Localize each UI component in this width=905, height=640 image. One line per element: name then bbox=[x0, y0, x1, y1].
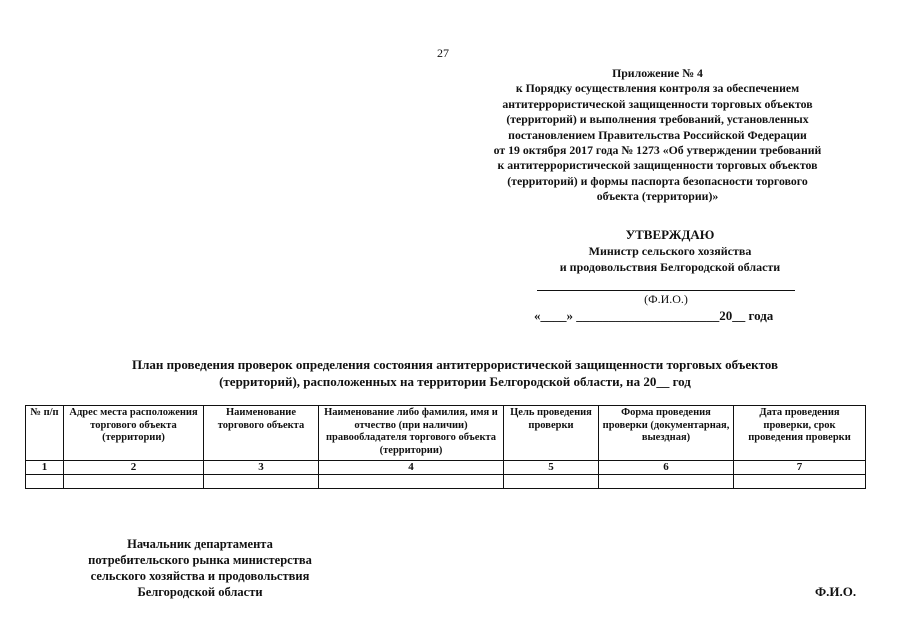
table-row bbox=[26, 461, 866, 475]
column-number-cell: 1 bbox=[26, 461, 64, 475]
appendix-line: (территорий) и формы паспорта безопасности торгового bbox=[507, 173, 808, 188]
appendix-line: к антитеррористической защищенности торговых объектов bbox=[497, 158, 818, 173]
table-row bbox=[26, 475, 866, 489]
appendix-line: от 19 октября 2017 года № 1273 «Об утверждении требований bbox=[493, 143, 822, 158]
table-cell bbox=[26, 475, 64, 489]
approval-position-line: Министр сельского хозяйства bbox=[588, 244, 752, 258]
column-header-purpose: Цель проведения проверки bbox=[504, 406, 599, 461]
approval-block bbox=[520, 226, 820, 275]
column-header-address: Адрес места расположения торгового объекта (территории) bbox=[64, 406, 204, 461]
column-header-date: Дата проведения проверки, срок проведения проверки bbox=[734, 406, 866, 461]
signatory-line: сельского хозяйства и продовольствия bbox=[90, 569, 310, 583]
plan-title bbox=[60, 356, 850, 390]
table-cell bbox=[319, 475, 504, 489]
table-cell bbox=[734, 475, 866, 489]
column-number-cell: 7 bbox=[734, 461, 866, 475]
column-number-cell: 6 bbox=[599, 461, 734, 475]
table-cell bbox=[204, 475, 319, 489]
approval-date-line: «____» ______________________20__ года bbox=[534, 308, 774, 323]
table-header-row bbox=[26, 406, 866, 461]
plan-title-line: План проведения проверок определения состояния антитеррористической защищенности торговых объектов bbox=[131, 357, 779, 372]
appendix-line: к Порядку осуществления контроля за обеспечением bbox=[515, 81, 800, 96]
signatory-line: Белгородской области bbox=[137, 585, 263, 599]
column-header-owner: Наименование либо фамилия, имя и отчество (при наличии) правообладателя торгового объекта (территории) bbox=[319, 406, 504, 461]
appendix-title: Приложение № 4 bbox=[612, 66, 703, 80]
appendix-line: объекта (территории)» bbox=[596, 189, 719, 204]
fio-caption: (Ф.И.О.) bbox=[644, 292, 688, 306]
appendix-block bbox=[440, 66, 875, 205]
table-cell bbox=[64, 475, 204, 489]
signatory-fio: Ф.И.О. bbox=[815, 584, 857, 599]
table-cell bbox=[599, 475, 734, 489]
approval-heading: УТВЕРЖДАЮ bbox=[625, 227, 715, 242]
signatory-line: Начальник департамента bbox=[127, 537, 273, 551]
column-number-cell: 3 bbox=[204, 461, 319, 475]
signatory-block bbox=[50, 536, 350, 600]
column-header-number: № п/п bbox=[26, 406, 64, 461]
inspection-plan-table bbox=[25, 405, 866, 489]
column-number-cell: 4 bbox=[319, 461, 504, 475]
table-cell bbox=[504, 475, 599, 489]
page-number: 27 bbox=[437, 46, 449, 60]
column-header-object-name: Наименование торгового объекта bbox=[204, 406, 319, 461]
approval-position-line: и продовольствия Белгородской области bbox=[559, 260, 781, 274]
plan-title-line: (территорий), расположенных на территории Белгородской области, на 20__ год bbox=[219, 374, 691, 389]
column-number-cell: 5 bbox=[504, 461, 599, 475]
signatory-line: потребительского рынка министерства bbox=[88, 553, 312, 567]
column-number-cell: 2 bbox=[64, 461, 204, 475]
appendix-line: (территорий) и выполнения требований, установленных bbox=[506, 112, 809, 127]
column-header-form: Форма проведения проверки (документарная, выездная) bbox=[599, 406, 734, 461]
appendix-line: антитеррористической защищенности торговых объектов bbox=[502, 96, 813, 111]
signature-line bbox=[537, 290, 795, 291]
appendix-line: постановлением Правительства Российской Федерации bbox=[508, 127, 807, 142]
